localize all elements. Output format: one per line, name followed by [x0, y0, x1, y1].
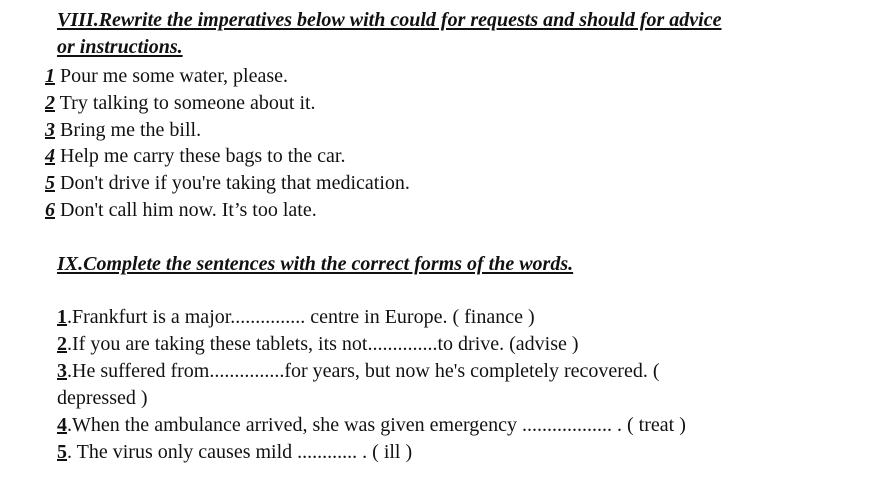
item-number: 2 — [45, 92, 55, 114]
item-number: 1 — [57, 306, 67, 328]
list-item — [57, 332, 579, 356]
item-text: . The virus only causes mild ............ . ( ill ) — [67, 441, 413, 463]
list-item — [57, 359, 659, 383]
item-text: Help me carry these bags to the car. — [55, 145, 346, 167]
list-item — [45, 118, 201, 142]
list-item — [57, 413, 686, 437]
item-number: 5 — [45, 172, 55, 194]
item-text: Don't call him now. It’s too late. — [55, 199, 317, 221]
item-number: 4 — [57, 414, 67, 436]
list-item-continuation — [57, 386, 148, 410]
section-viii-title-line2: or instructions. — [57, 36, 183, 58]
item-number: 3 — [57, 360, 67, 382]
item-text: Try talking to someone about it. — [55, 92, 316, 114]
item-number: 2 — [57, 333, 67, 355]
item-number: 1 — [45, 65, 55, 87]
item-text: Pour me some water, please. — [55, 65, 289, 87]
list-item — [45, 198, 317, 222]
item-text: Bring me the bill. — [55, 119, 202, 141]
list-item — [45, 64, 288, 88]
item-text: .If you are taking these tablets, its not..............to drive. (advise ) — [67, 333, 579, 355]
list-item — [57, 440, 412, 464]
item-number: 4 — [45, 145, 55, 167]
item-text: depressed ) — [57, 387, 148, 409]
section-ix-title: IX.Complete the sentences with the correct forms of the words. — [57, 253, 574, 275]
item-number: 5 — [57, 441, 67, 463]
list-item — [45, 91, 316, 115]
section-viii-title-line1: VIII.Rewrite the imperatives below with could for requests and should for advice — [57, 9, 722, 31]
item-text: .When the ambulance arrived, she was given emergency .................. . ( treat ) — [67, 414, 686, 436]
item-number: 6 — [45, 199, 55, 221]
item-text: .Frankfurt is a major............... centre in Europe. ( finance ) — [67, 306, 535, 328]
list-item — [45, 171, 410, 195]
list-item — [57, 305, 535, 329]
item-text: .He suffered from...............for years, but now he's completely recovered. ( — [67, 360, 660, 382]
list-item — [45, 144, 345, 168]
item-text: Don't drive if you're taking that medication. — [55, 172, 410, 194]
item-number: 3 — [45, 119, 55, 141]
